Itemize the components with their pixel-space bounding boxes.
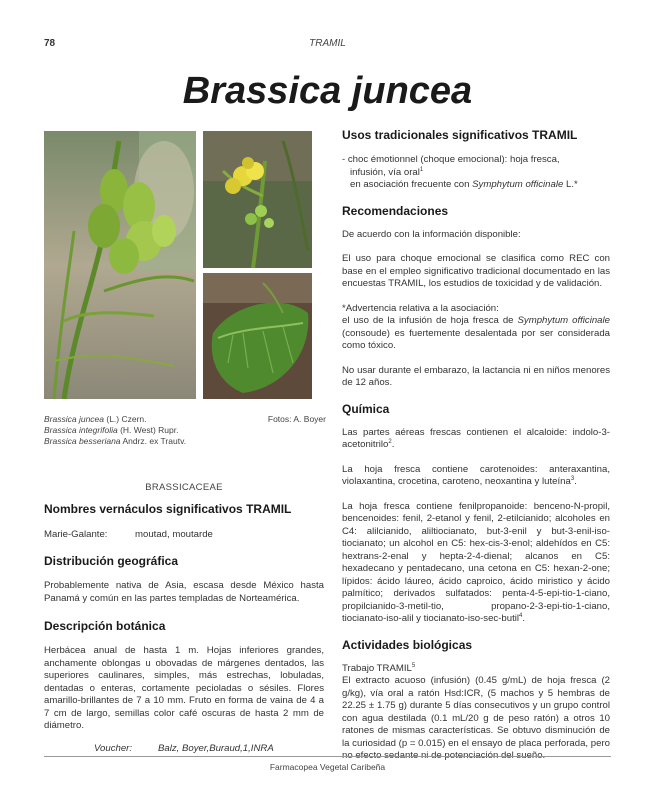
uses-line: - choc émotionnel (choque emocional): hoja fresca, [342, 154, 560, 165]
photo-leaf [203, 273, 312, 399]
voucher-row [44, 743, 324, 756]
uses-line: en asociación frecuente con Symphytum officinale L.* [350, 179, 578, 190]
caption-line: Brassica besseriana Andrz. ex Trautv. [44, 436, 187, 446]
activities-heading: Actividades biológicas [342, 637, 473, 652]
photo-flower-closeup [44, 131, 196, 399]
recommendations-classification: El uso para choque emocional se clasifica como REC con base en el empleo significativo tradicional documentado en las encuestas TRAMIL, los estudios de toxicidad y de validación. [342, 253, 610, 289]
plant-family: BRASSICACEAE [145, 482, 223, 493]
yellow-flower-image [203, 131, 312, 268]
photo-yellow-flower [203, 131, 312, 268]
activities-text: El extracto acuoso (infusión) (0.45 g/mL) de hoja fresca (2 g/kg), vía oral a ratón Hsd:ICR, (5 machos y 5 hembras de 22.25 ± 1.75 g) durante 5 días consecutivos y un grupo control con agua destilada (0.1 mL/20 g de peso ratón) a otros 10 ratones de mismas características. Se obtuvo disminución de la curiosidad (p = 0.015) en el ensayo de placa perforada, pero [342, 675, 610, 749]
running-title: TRAMIL [309, 38, 346, 49]
recommendations-warning: *Advertencia relativa a la asociación: el uso de la infusión de hoja fresca de Symphytum officinale (consoude) es fuertemente desalentada por ser considerada como tóxico. [342, 302, 610, 351]
vernacular-place: Marie-Galante: [44, 529, 108, 540]
photo-credit: Fotos: A. Boyer [267, 414, 326, 424]
page-number: 78 [44, 38, 56, 49]
uses-line: infusión, vía oral$^1$ [350, 166, 424, 178]
recommendations-pregnancy: No usar durante el embarazo, la lactancia ni en niños menores de 12 años. [342, 364, 610, 388]
activities-sub: Trabajo TRAMIL$^5$ [342, 662, 416, 674]
distribution-heading: Distribución geográfica [44, 554, 179, 568]
voucher-value: Balz, Boyer,Buraud,1,INRA [158, 742, 274, 754]
uses-text [342, 154, 610, 192]
chemistry-p1: Las partes aéreas frescas contienen el alcaloide: indolo-3-acetonitrilo$^2$. [342, 426, 610, 450]
recommendations-intro: De acuerdo con la información disponible: [342, 228, 521, 240]
page-title: Brassica juncea [182, 70, 473, 112]
botany-heading: Descripción botánica [44, 619, 166, 633]
caption-line: Brassica integrifolia (H. West) Rupr. [44, 425, 179, 435]
botany-text: Herbácea anual de hasta 1 m. Hojas inferiores grandes, anchamente oblongas u obovadas de márgenes dentados, las superiores caulinares, simples, más estrechas, lobuladas, dentadas o enteras, cortamente pecioladas o sésiles. Flores amarillo-brillantes de 7 a 10 mm. Fruto en forma de vaina de 4 a 7 cm de largo, semillas color café oscuras de hasta 2 mm de diámetro. [44, 645, 324, 731]
chemistry-heading: Química [342, 401, 390, 416]
distribution-text: Probablemente nativa de Asia, escasa desde México hasta Panamá y común en las partes templadas de Norteamérica. [44, 580, 324, 604]
voucher-label: Voucher: [94, 742, 133, 754]
leaf-image [203, 273, 312, 399]
caption-line: Brassica juncea (L.) Czern. [44, 414, 147, 424]
vernacular-heading: Nombres vernáculos significativos TRAMIL [44, 502, 292, 516]
left-column [44, 502, 324, 756]
footer-divider [44, 756, 611, 757]
chemistry-p3: La hoja fresca contiene fenilpropanoide: benceno-N-propil, bencenoides: fenil, 2-etanol y fenil, 2-etilcianido; alcoholes en C4: alilcianido, aliltiocianato, but-3-enil y but-3-enil-iso-tiocianato; un alcohol en C5: hex-cis-3-enol; aldehídos en C5: hextrans-2-enal y hepta-2-4-dienal; alcanos en C5: hexadecano y pentadecano, una cetona en C5: hexan-2-one; lípidos: ácido láureo, ácido caproico, ácido miristico y ácido palmítico; derivados sulfatados: penta-4-5-epi-tio-1-ciano, propilcianido-3-metil-tio, propano-2-3-epi-tio-1-ciano, tiocianato-iso-alil y tiocianato-iso-sec-butil$^4$. [342, 500, 610, 624]
footer-text: Farmacopea Vegetal Caribeña [269, 762, 386, 772]
flower-closeup-image [44, 131, 196, 399]
recommendations-heading: Recomendaciones [342, 203, 449, 218]
right-column [342, 128, 610, 763]
vernacular-names: moutad, moutarde [135, 529, 213, 540]
vernacular-row [44, 529, 324, 542]
uses-heading: Usos tradicionales significativos TRAMIL [342, 128, 578, 142]
chemistry-p2: La hoja fresca contiene carotenoides: anteraxantina, violaxantina, crocetina, caroteno, neoxantina y luteína$^3$. [342, 463, 610, 487]
